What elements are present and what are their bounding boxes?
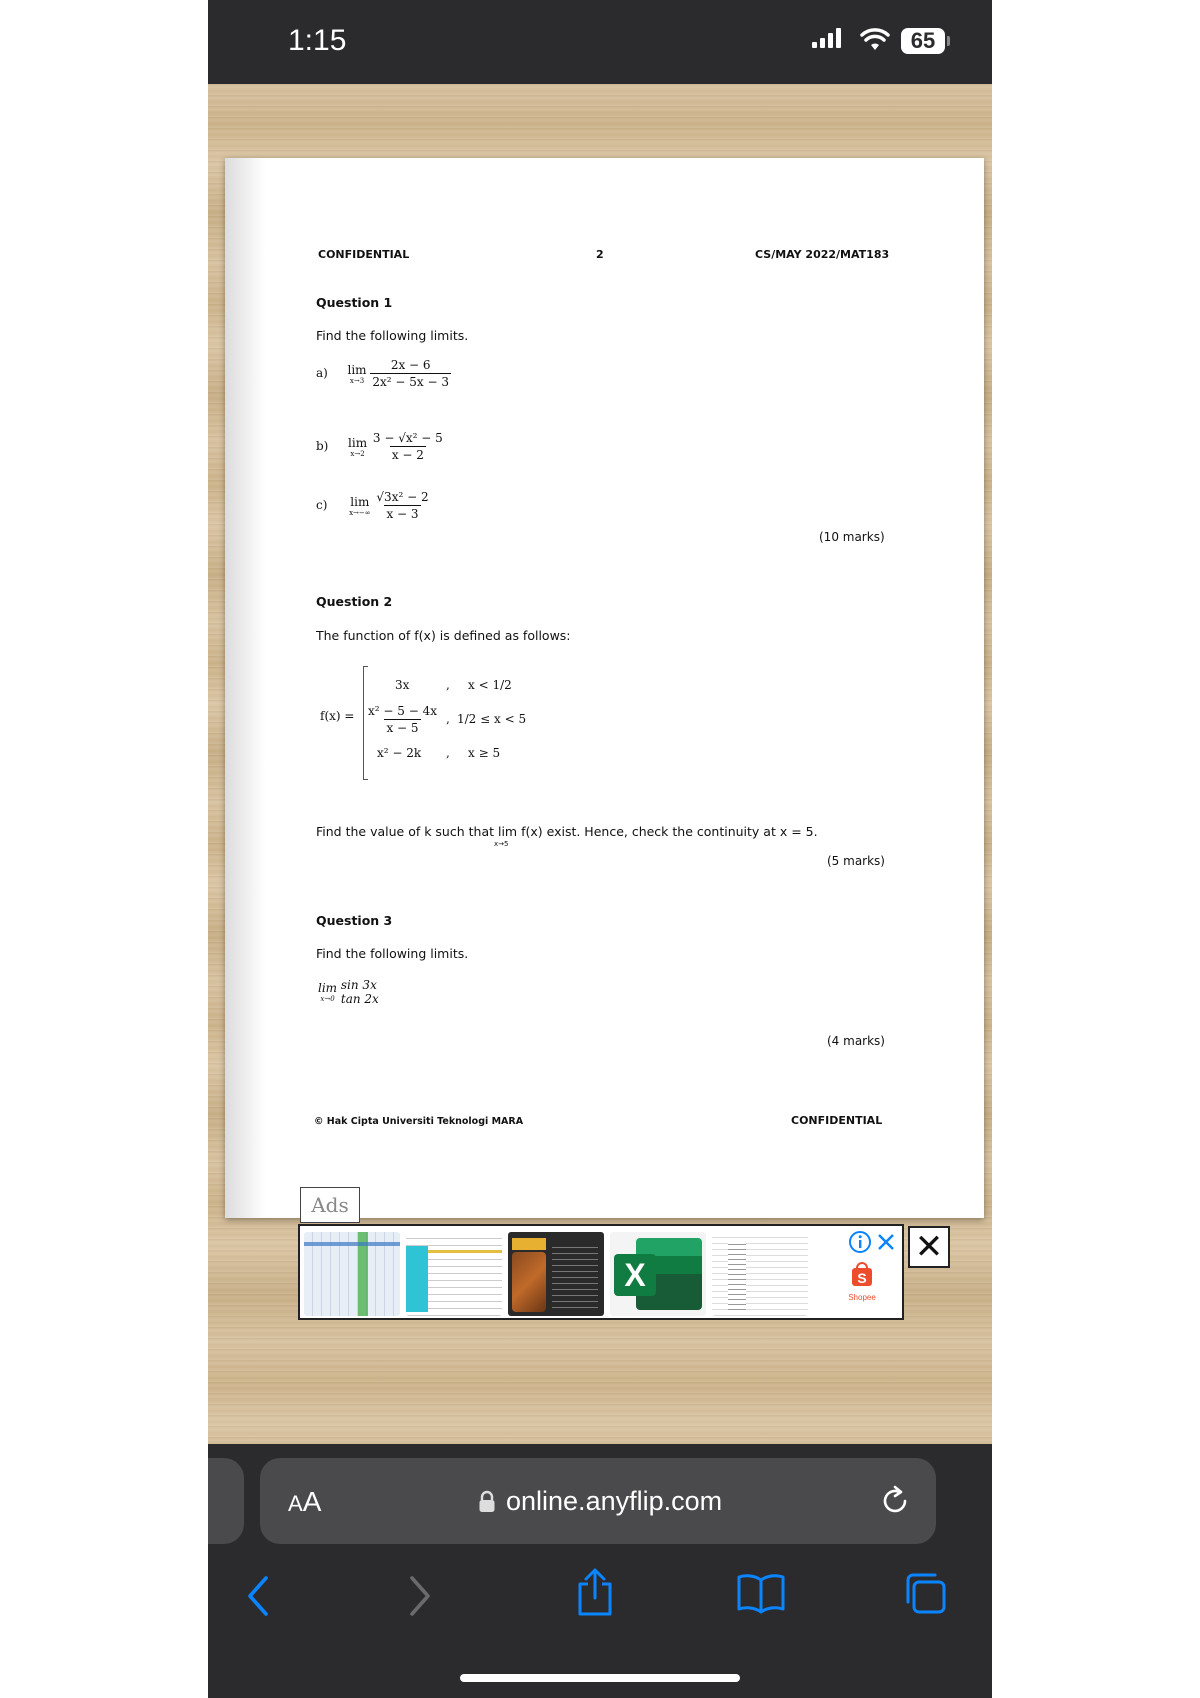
ad-dismiss-icon[interactable] bbox=[876, 1232, 896, 1252]
excel-logo-icon: X bbox=[614, 1254, 656, 1296]
q1a-lim-sub: x→3 bbox=[349, 376, 365, 385]
q1b-denominator: x − 2 bbox=[391, 448, 424, 462]
case-2-expression bbox=[366, 704, 439, 735]
q1b-lim-sub: x→2 bbox=[350, 449, 365, 458]
flipbook-viewer[interactable] bbox=[208, 84, 992, 1444]
status-bar bbox=[208, 0, 992, 84]
q3-lim-sub: x→0 bbox=[320, 995, 335, 1003]
question-2-marks: (5 marks) bbox=[827, 854, 885, 868]
ad-info-icon[interactable] bbox=[848, 1230, 872, 1254]
share-icon[interactable] bbox=[574, 1566, 616, 1618]
shopee-label: Shopee bbox=[848, 1293, 876, 1302]
q3-numerator: sin 3x bbox=[340, 978, 377, 992]
question-3-instruction: Find the following limits. bbox=[316, 946, 469, 961]
svg-text:S: S bbox=[857, 1270, 867, 1286]
battery-indicator: 65 bbox=[901, 28, 945, 54]
page-spine-shadow bbox=[225, 158, 265, 1218]
q3-expression bbox=[318, 978, 379, 1006]
home-indicator[interactable] bbox=[460, 1674, 740, 1682]
book-icon[interactable] bbox=[736, 1572, 786, 1614]
case-1-separator: , bbox=[446, 678, 450, 692]
case-3-condition: x ≥ 5 bbox=[468, 746, 501, 760]
case-1-condition: x < 1/2 bbox=[468, 678, 512, 692]
question-2-intro: The function of f(x) is defined as follows: bbox=[316, 628, 571, 643]
q1c-numerator: √3x² − 2 bbox=[376, 490, 429, 504]
document-page[interactable] bbox=[225, 158, 984, 1218]
shopee-ad-logo[interactable] bbox=[844, 1260, 880, 1308]
header-paper-code: CS/MAY 2022/MAT183 bbox=[755, 248, 890, 261]
tabs-icon[interactable] bbox=[902, 1570, 948, 1616]
q1a-denominator: 2x² − 5x − 3 bbox=[372, 375, 450, 389]
ad-banner[interactable] bbox=[298, 1224, 904, 1320]
ad-thumbnail-document[interactable] bbox=[712, 1232, 808, 1316]
piecewise-function-label: f(x) = bbox=[320, 709, 355, 723]
case-2-separator: , bbox=[446, 712, 450, 726]
ads-label: Ads bbox=[300, 1187, 360, 1223]
header-page-number: 2 bbox=[596, 248, 604, 261]
question-3-marks: (4 marks) bbox=[827, 1034, 885, 1048]
footer-confidential: CONFIDENTIAL bbox=[791, 1114, 883, 1127]
case-3-expression: x² − 2k bbox=[377, 746, 422, 760]
q3-lim: lim bbox=[318, 981, 338, 995]
case-2-condition: 1/2 ≤ x < 5 bbox=[457, 712, 527, 726]
q3-denominator: tan 2x bbox=[340, 992, 379, 1006]
page-settings-button[interactable] bbox=[288, 1486, 321, 1518]
reload-icon[interactable] bbox=[878, 1484, 912, 1518]
question-1-marks: (10 marks) bbox=[819, 530, 885, 544]
text-size-large-label: A bbox=[302, 1486, 322, 1517]
browser-toolbar bbox=[208, 1550, 992, 1640]
q1c-lim-sub: x→−∞ bbox=[349, 508, 371, 517]
question-2-lim-sub: x→5 bbox=[494, 840, 509, 848]
case-1-expression: 3x bbox=[395, 678, 410, 692]
ad-thumbnail-spreadsheet-1[interactable] bbox=[304, 1232, 400, 1316]
ad-thumbnail-spreadsheet-2[interactable] bbox=[406, 1232, 502, 1316]
q1a-numerator: 2x − 6 bbox=[390, 358, 431, 372]
q1c-label: c) bbox=[316, 498, 328, 512]
status-time: 1:15 bbox=[288, 24, 347, 57]
header-confidential: CONFIDENTIAL bbox=[318, 248, 410, 261]
q1b-lim: lim bbox=[348, 435, 368, 450]
q1c-denominator: x − 3 bbox=[386, 507, 419, 521]
ad-close-button[interactable]: ✕ bbox=[908, 1226, 950, 1268]
cellular-signal-icon bbox=[812, 28, 841, 48]
case-2-numerator: x² − 5 − 4x bbox=[368, 704, 437, 718]
q1b-numerator: 3 − √x² − 5 bbox=[372, 431, 443, 445]
case-2-denominator: x − 5 bbox=[386, 721, 419, 735]
q1c-lim: lim bbox=[350, 494, 370, 509]
question-1-title: Question 1 bbox=[316, 295, 393, 310]
question-2-title: Question 2 bbox=[316, 594, 393, 609]
q1b-expression bbox=[316, 431, 445, 462]
q1a-lim: lim bbox=[347, 362, 367, 377]
previous-tab-edge[interactable] bbox=[208, 1458, 244, 1544]
text-size-small-label: A bbox=[288, 1491, 303, 1516]
chevron-left-icon[interactable] bbox=[244, 1574, 272, 1618]
question-3-title: Question 3 bbox=[316, 913, 393, 928]
q1c-expression bbox=[316, 490, 431, 521]
q1a-label: a) bbox=[316, 366, 328, 380]
question-1-instruction: Find the following limits. bbox=[316, 328, 469, 343]
question-2-prompt: Find the value of k such that lim f(x) exist. Hence, check the continuity at x = 5. bbox=[316, 824, 818, 839]
ad-thumbnail-menu[interactable] bbox=[508, 1232, 604, 1316]
q1a-expression bbox=[316, 358, 451, 389]
address-bar[interactable] bbox=[260, 1458, 936, 1544]
footer-copyright: © Hak Cipta Universiti Teknologi MARA bbox=[314, 1116, 524, 1127]
wifi-icon bbox=[860, 28, 890, 52]
ad-thumbnail-excel[interactable] bbox=[610, 1232, 706, 1316]
lock-icon bbox=[478, 1490, 496, 1514]
phone-screen bbox=[208, 0, 992, 1698]
chevron-right-icon[interactable] bbox=[406, 1574, 434, 1618]
case-3-separator: , bbox=[446, 746, 450, 760]
q1b-label: b) bbox=[316, 439, 329, 453]
url-text[interactable]: online.anyflip.com bbox=[506, 1486, 723, 1516]
shopee-bag-icon bbox=[848, 1260, 876, 1288]
